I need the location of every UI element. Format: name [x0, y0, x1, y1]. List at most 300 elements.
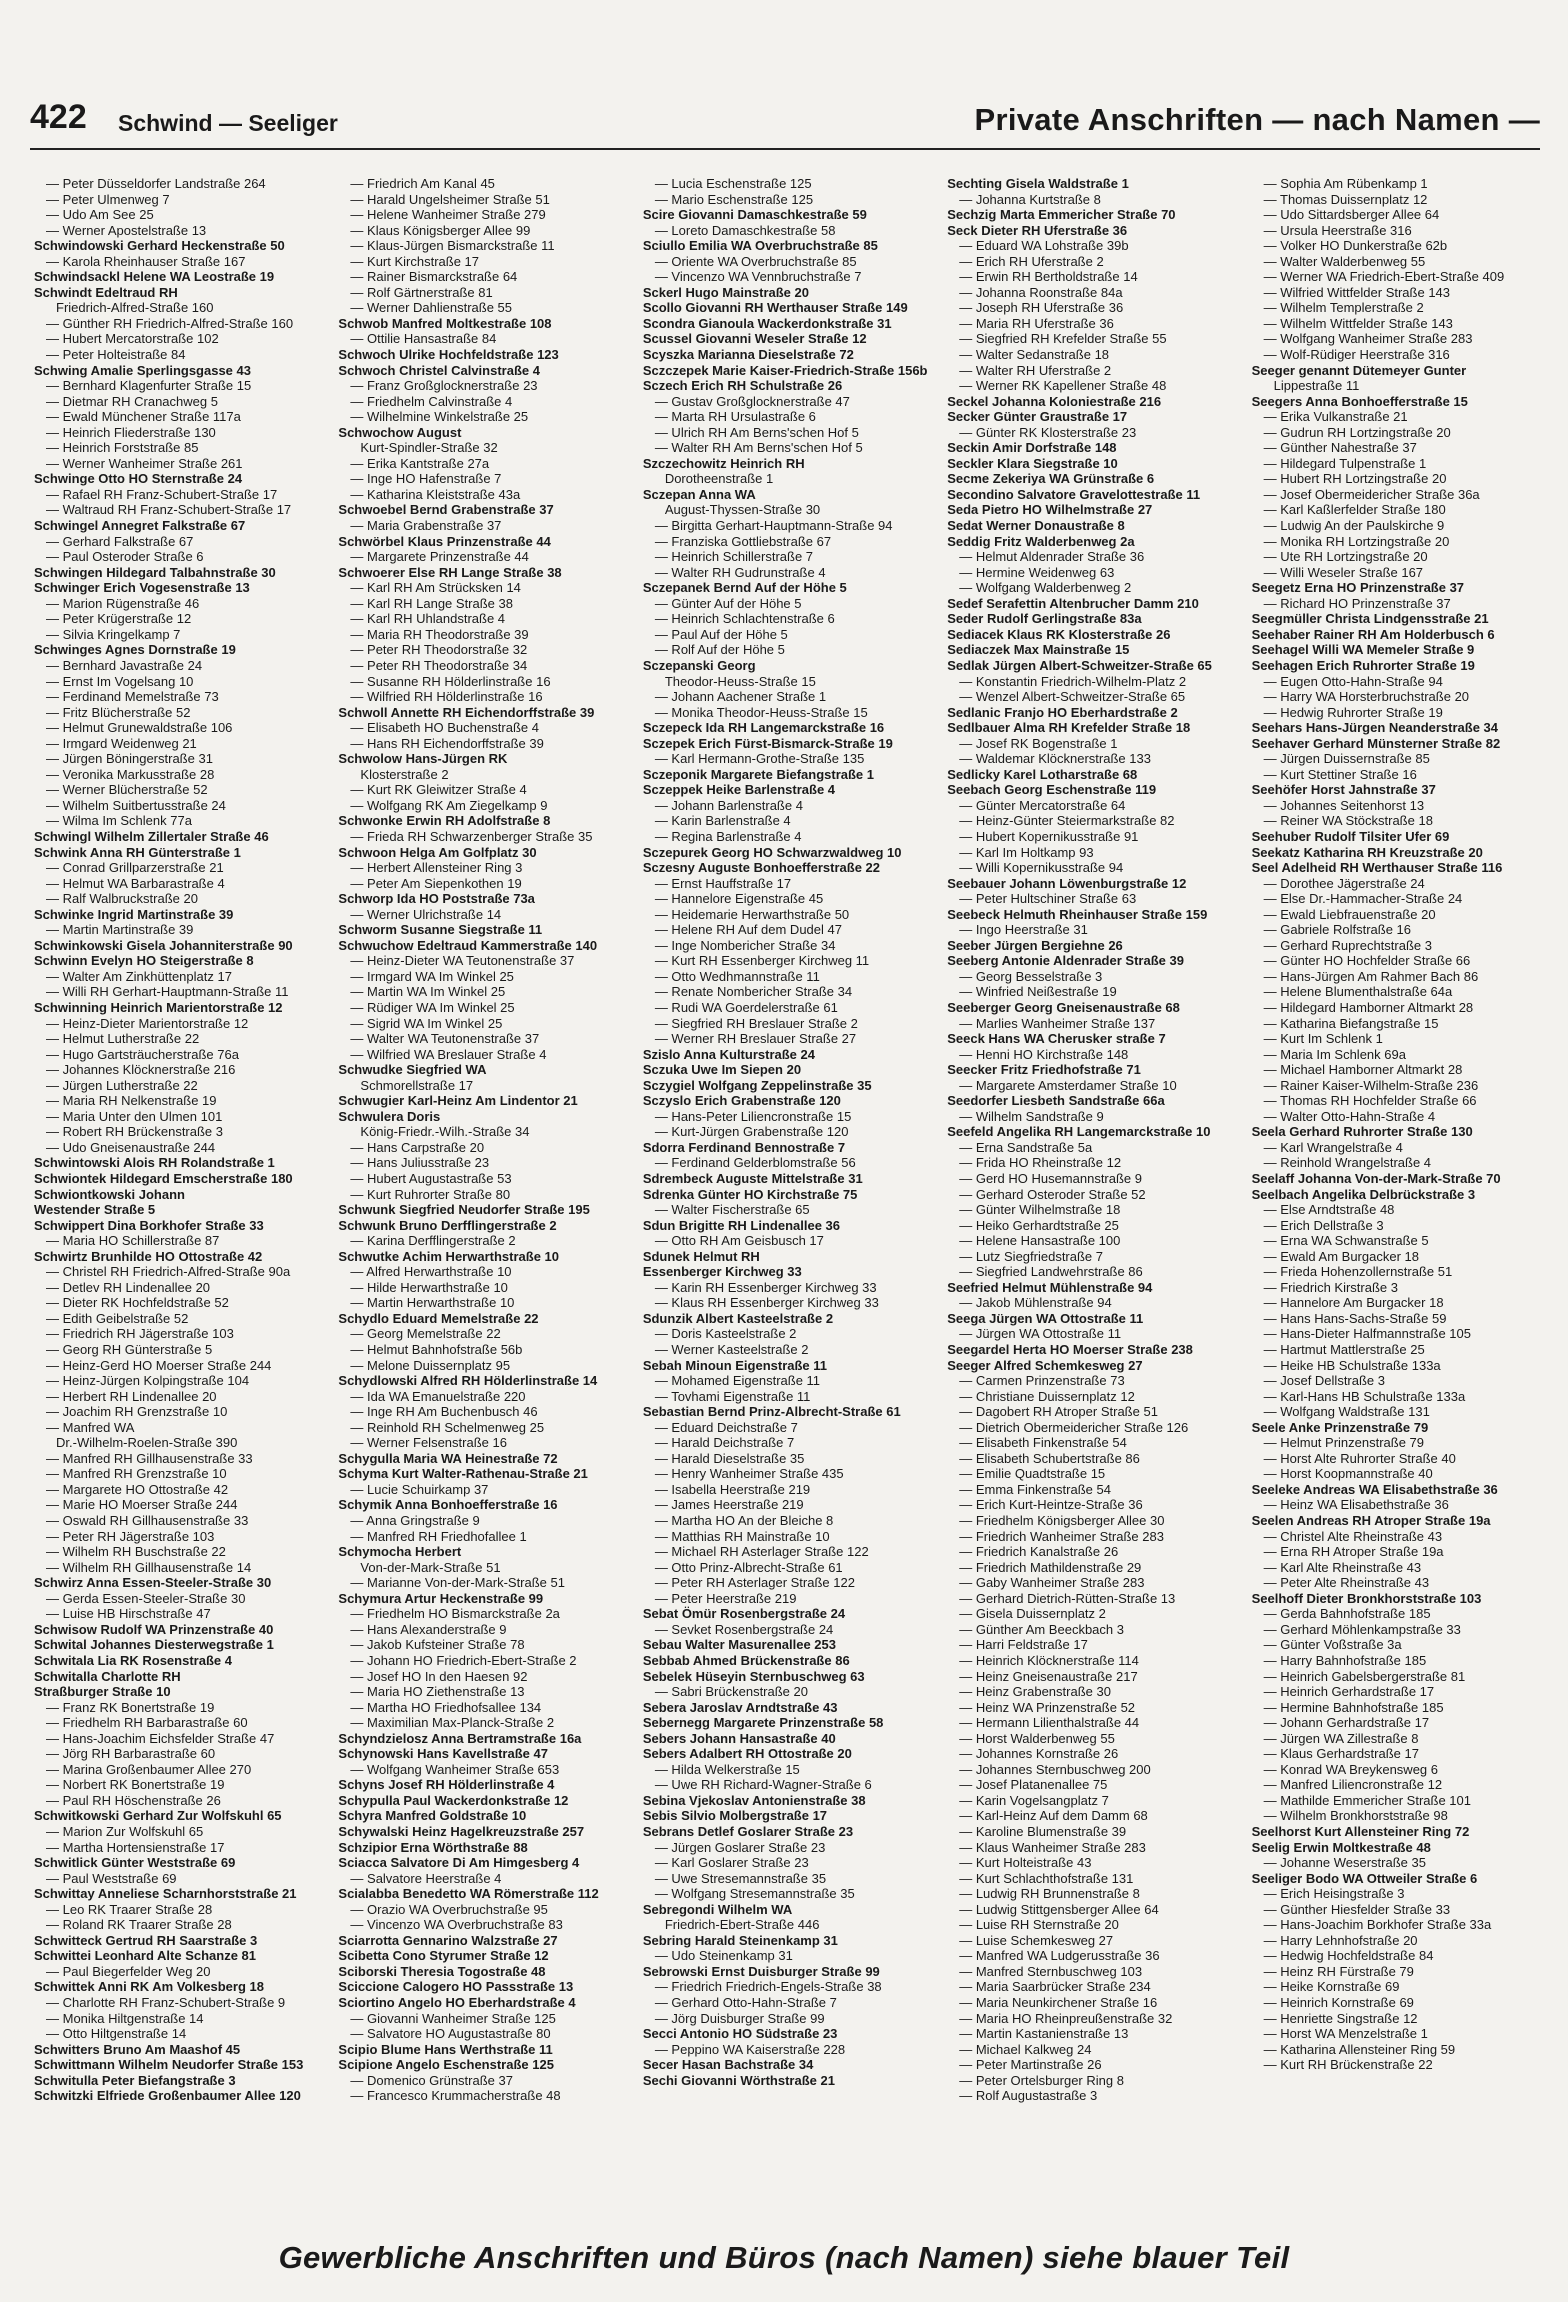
- directory-entry: — Kurt RK Gleiwitzer Straße 4: [350, 782, 527, 798]
- directory-entry: Schwippert Dina Borkhofer Straße 33: [34, 1217, 264, 1233]
- directory-entry: — Margarete HO Ottostraße 42: [46, 1481, 229, 1497]
- directory-entry: — Ute RH Lortzingstraße 20: [1263, 549, 1428, 565]
- directory-entry: — Marion Rügenstraße 46: [46, 595, 200, 611]
- directory-entry: — Hermine Bahnhofstraße 185: [1263, 1699, 1444, 1715]
- directory-entry: — Manfred WA Ludgerusstraße 36: [959, 1948, 1160, 1964]
- directory-entry: — Jürgen Duissernstraße 85: [1263, 751, 1430, 767]
- directory-entry: — Otto RH Am Geisbusch 17: [654, 1233, 824, 1249]
- directory-entry: Schwutke Achim Herwarthstraße 10: [338, 1248, 559, 1264]
- directory-entry: — Hedwig Ruhrorter Straße 19: [1263, 704, 1443, 720]
- directory-entry: — Johannes Sternbuschweg 200: [959, 1761, 1151, 1777]
- directory-entry: — Friedrich Mathildenstraße 29: [959, 1559, 1142, 1575]
- directory-entry: — Ludwig An der Paulskirche 9: [1263, 518, 1445, 534]
- directory-entry: — Otto Hiltgenstraße 14: [46, 2026, 187, 2042]
- directory-entry: Seel Adelheid RH Werthauser Straße 116: [1251, 860, 1503, 876]
- directory-entry: Schyns Josef RH Hölderlinstraße 4: [338, 1777, 555, 1793]
- directory-entry: — Ralf Walbruckstraße 20: [46, 891, 198, 907]
- directory-entry: — Richard HO Prinzenstraße 37: [1263, 595, 1451, 611]
- directory-entry: Secondino Salvatore Gravelottestraße 11: [947, 486, 1201, 502]
- directory-entry: — Hans Juliusstraße 23: [350, 1155, 490, 1171]
- directory-entry: — Ottilie Hansastraße 84: [350, 331, 497, 347]
- directory-entry: — Doris Kasteelstraße 2: [654, 1326, 797, 1342]
- directory-entry: — Manfred Sternbuschweg 103: [959, 1963, 1143, 1979]
- directory-entry: — Friedrich RH Jägerstraße 103: [46, 1326, 234, 1342]
- directory-entry: — Detlev RH Lindenallee 20: [46, 1279, 211, 1295]
- directory-entry: Seega Jürgen WA Ottostraße 11: [947, 1310, 1144, 1326]
- directory-entry: — Domenico Grünstraße 37: [350, 2072, 513, 2088]
- directory-entry: — Rolf Auf der Höhe 5: [654, 642, 785, 658]
- footer-note: Gewerbliche Anschriften und Büros (nach Namen) siehe blauer Teil: [278, 2240, 1290, 2275]
- directory-entry: Sczygiel Wolfgang Zeppelinstraße 35: [642, 1077, 872, 1093]
- directory-entry: — Klaus RH Essenberger Kirchweg 33: [654, 1295, 879, 1311]
- directory-entry: — Kurt Kirchstraße 17: [350, 253, 480, 269]
- directory-entry: — Wilma Im Schlenk 77a: [46, 813, 192, 829]
- directory-entry: — Walter Otto-Hahn-Straße 4: [1263, 1108, 1436, 1124]
- directory-entry: — Friedrich Kirstraße 3: [1263, 1279, 1398, 1295]
- directory-entry: Schwinkowski Gisela Johanniterstraße 90: [34, 937, 293, 953]
- directory-entry: — Maria HO Ziethenstraße 13: [350, 1684, 525, 1700]
- directory-entry: — Gerhard Ruprechtstraße 3: [1263, 937, 1432, 953]
- directory-entry: — Gerda Bahnhofstraße 185: [1263, 1606, 1431, 1622]
- directory-entry: Sciborski Theresia Togostraße 48: [338, 1963, 546, 1979]
- directory-entry: — Uwe Stresemannstraße 35: [654, 1870, 827, 1886]
- directory-entry: Schwirtz Brunhilde HO Ottostraße 42: [34, 1248, 263, 1264]
- directory-entry: — Günther Hiesfelder Straße 33: [1263, 1901, 1451, 1917]
- directory-entry: Schwoon Helga Am Golfplatz 30: [338, 844, 537, 860]
- directory-entry: — Marion Zur Wolfskuhl 65: [46, 1823, 204, 1839]
- directory-entry: Sedlbauer Alma RH Krefelder Straße 18: [947, 720, 1191, 736]
- directory-entry: Scyszka Marianna Dieselstraße 72: [642, 347, 854, 363]
- directory-entry: — Lucie Schuirkamp 37: [350, 1481, 489, 1497]
- directory-entry: Seegmüller Christa Lindgensstraße 21: [1251, 611, 1489, 627]
- directory-entry: — Günter HO Hochfelder Straße 66: [1263, 953, 1471, 969]
- directory-entry: — Paul Auf der Höhe 5: [654, 626, 788, 642]
- directory-entry: — Helmut Prinzenstraße 79: [1263, 1435, 1425, 1451]
- directory-entry: — Werner Blücherstraße 52: [46, 782, 208, 798]
- directory-entry: — Kurt Im Schlenk 1: [1263, 1031, 1383, 1047]
- directory-entry: Sczepanski Georg: [642, 657, 756, 673]
- directory-entry: Sczesny Auguste Bonhoefferstraße 22: [642, 860, 881, 876]
- directory-entry: — Jürgen WA Ottostraße 11: [959, 1326, 1122, 1342]
- directory-entry: — Peter RH Asterlager Straße 122: [654, 1575, 855, 1591]
- directory-entry: — Wilfried RH Hölderlinstraße 16: [350, 689, 543, 705]
- directory-entry: Klosterstraße 2: [360, 766, 449, 782]
- directory-entry: — Lucia Eschenstraße 125: [654, 176, 812, 191]
- directory-entry: — Walter Fischerstraße 65: [654, 1202, 810, 1218]
- directory-entry: — Paul Weststraße 69: [46, 1870, 177, 1886]
- directory-entry: — Maria Saarbrücker Straße 234: [959, 1979, 1151, 1995]
- directory-entry: — Klaus Gerhardstraße 17: [1263, 1746, 1419, 1762]
- directory-entry: — Ferdinand Gelderblomstraße 56: [654, 1155, 856, 1171]
- directory-entry: Schwinke Ingrid Martinstraße 39: [34, 906, 234, 922]
- directory-entry: Sebernegg Margarete Prinzenstraße 58: [642, 1715, 884, 1731]
- directory-entry: Schwulera Doris: [338, 1108, 441, 1124]
- directory-entry: — Werner Kasteelstraße 2: [654, 1342, 809, 1358]
- directory-entry: — Gerhard Falkstraße 67: [46, 533, 194, 549]
- directory-entry: — Peter Am Siepenkothen 19: [350, 875, 522, 891]
- directory-entry: Sediacek Klaus RK Klosterstraße 26: [947, 626, 1171, 642]
- directory-entry: — Inge HO Hafenstraße 7: [350, 471, 502, 487]
- directory-entry: — Hans-Joachim Eichsfelder Straße 47: [46, 1730, 275, 1746]
- directory-entry: Sczeppek Heike Barlenstraße 4: [642, 782, 836, 798]
- directory-entry: — Helene Blumenthalstraße 64a: [1263, 984, 1453, 1000]
- directory-entry: Kurt-Spindler-Straße 32: [360, 440, 498, 456]
- directory-entry: — Karl-Hans HB Schulstraße 133a: [1263, 1388, 1466, 1404]
- directory-entry: — Gaby Wanheimer Straße 283: [959, 1575, 1145, 1591]
- directory-entry: — Martin Martinstraße 39: [46, 922, 194, 938]
- directory-entry: — Maria HO Schillerstraße 87: [46, 1233, 220, 1249]
- directory-entry: Theodor-Heuss-Straße 15: [664, 673, 816, 689]
- directory-entry: — Mohamed Eigenstraße 11: [654, 1373, 821, 1389]
- directory-entry: — Klaus Wanheimer Straße 283: [959, 1839, 1146, 1855]
- directory-entry: — Franziska Gottliebstraße 67: [654, 533, 832, 549]
- directory-entry: — Else Dr.-Hammacher-Straße 24: [1263, 891, 1463, 907]
- directory-entry: — Erika Vulkanstraße 21: [1263, 409, 1408, 425]
- directory-entry: — Peter RH Theodorstraße 34: [350, 657, 528, 673]
- directory-entry: — Hilda Welkerstraße 15: [654, 1761, 800, 1777]
- directory-entry: Schwingen Hildegard Talbahnstraße 30: [34, 564, 276, 580]
- directory-entry: — Karl RH Lange Straße 38: [350, 595, 513, 611]
- directory-entry: — Walter WA Teutonenstraße 37: [350, 1031, 540, 1047]
- directory-entry: Schwink Anna RH Günterstraße 1: [34, 844, 241, 860]
- directory-entry: — Loreto Damaschkestraße 58: [654, 222, 836, 238]
- directory-entry: Straßburger Straße 10: [34, 1684, 171, 1700]
- directory-entry: — Conrad Grillparzerstraße 21: [46, 860, 224, 876]
- directory-entry: Dorotheenstraße 1: [664, 471, 774, 487]
- directory-entry: — Wilhelm RH Buschstraße 22: [46, 1544, 226, 1560]
- directory-entry: — Martha HO Friedhofsallee 134: [350, 1699, 542, 1715]
- directory-entry: — Waldemar Klöcknerstraße 133: [959, 751, 1151, 767]
- directory-entry: Seeck Hans WA Cherusker straße 7: [947, 1031, 1166, 1047]
- directory-entry: Seelbach Angelika Delbrückstraße 3: [1251, 1186, 1476, 1202]
- directory-entry: — Manfred RH Gillhausenstraße 33: [46, 1450, 253, 1466]
- directory-entry: Scondra Gianoula Wackerdonkstraße 31: [642, 315, 892, 331]
- directory-entry: — Peter Martinstraße 26: [959, 2057, 1102, 2073]
- directory-entry: Seckin Amir Dorfstraße 148: [947, 440, 1117, 456]
- directory-entry: Schwoerer Else RH Lange Straße 38: [338, 564, 562, 580]
- directory-entry: — Thomas RH Hochfelder Straße 66: [1263, 1093, 1477, 1109]
- directory-entry: — Jakob Mühlenstraße 94: [959, 1295, 1112, 1311]
- directory-entry: Sciarrotta Gennarino Walzstraße 27: [338, 1932, 558, 1948]
- directory-entry: — Erwin RH Bertholdstraße 14: [959, 269, 1138, 285]
- directory-entry: Seehagen Erich Ruhrorter Straße 19: [1251, 657, 1475, 673]
- directory-entry: — Karl Im Holtkamp 93: [959, 844, 1094, 860]
- directory-columns: [32, 176, 1546, 2166]
- directory-entry: Sczyslo Erich Grabenstraße 120: [642, 1093, 841, 1109]
- directory-entry: Sczepek Erich Fürst-Bismarck-Straße 19: [642, 735, 893, 751]
- directory-entry: — Maria Neunkirchener Straße 16: [959, 1994, 1158, 2010]
- directory-entry: Schwolow Hans-Jürgen RK: [338, 751, 508, 767]
- directory-entry: Secme Zekeriya WA Grünstraße 6: [947, 471, 1155, 487]
- directory-entry: — Udo Gneisenaustraße 244: [46, 1139, 216, 1155]
- directory-entry: Schwinn Evelyn HO Steigerstraße 8: [34, 953, 254, 969]
- directory-entry: — Werner WA Friedrich-Ebert-Straße 409: [1263, 269, 1505, 285]
- directory-entry: Seckel Johanna Koloniestraße 216: [947, 393, 1162, 409]
- directory-entry: — Ewald Liebfrauenstraße 20: [1263, 906, 1436, 922]
- directory-entry: — Gudrun RH Lortzingstraße 20: [1263, 424, 1451, 440]
- directory-entry: — Hans Hans-Sachs-Straße 59: [1263, 1310, 1447, 1326]
- directory-entry: Seele Anke Prinzenstraße 79: [1251, 1419, 1429, 1435]
- directory-entry: Seebach Georg Eschenstraße 119: [947, 782, 1157, 798]
- directory-entry: — Friedhelm Calvinstraße 4: [350, 393, 513, 409]
- directory-entry: — Karl Goslarer Straße 23: [654, 1855, 809, 1871]
- directory-entry: — Hugo Gartsträucherstraße 76a: [46, 1046, 239, 1062]
- directory-entry: — Karola Rheinhauser Straße 167: [46, 253, 246, 269]
- directory-entry: — Isabella Heerstraße 219: [654, 1481, 811, 1497]
- directory-entry: — Heinz Grabenstraße 30: [959, 1684, 1111, 1700]
- directory-entry: Sedef Serafettin Altenbrucher Damm 210: [947, 595, 1199, 611]
- directory-entry: — Karl-Heinz Auf dem Damm 68: [959, 1808, 1148, 1824]
- directory-entry: Schworp Ida HO Poststraße 73a: [338, 891, 535, 907]
- directory-entry: — Maria RH Theodorstraße 39: [350, 626, 529, 642]
- directory-entry: — Waltraud RH Franz-Schubert-Straße 17: [46, 502, 292, 518]
- directory-entry: — Wenzel Albert-Schweitzer-Straße 65: [959, 689, 1186, 705]
- directory-entry: Schworm Susanne Siegstraße 11: [338, 922, 543, 938]
- directory-entry: — Veronika Markusstraße 28: [46, 766, 215, 782]
- directory-entry: Lippestraße 11: [1273, 378, 1360, 394]
- directory-entry: — Gisela Duissernplatz 2: [959, 1606, 1106, 1622]
- directory-entry: — Günther RH Friedrich-Alfred-Straße 160: [46, 315, 294, 331]
- directory-entry: — Johann HO Friedrich-Ebert-Straße 2: [350, 1652, 577, 1668]
- directory-entry: Schwitulla Peter Biefangstraße 3: [34, 2072, 236, 2088]
- directory-entry: — Heinz-Jürgen Kolpingstraße 104: [46, 1373, 250, 1389]
- directory-entry: — Heinz-Günter Steiermarkstraße 82: [959, 813, 1175, 829]
- directory-entry: — Eduard Deichstraße 7: [654, 1419, 798, 1435]
- directory-entry: — Frieda RH Schwarzenberger Straße 35: [350, 828, 593, 844]
- directory-entry: — Ernst Hauffstraße 17: [654, 875, 792, 891]
- directory-entry: — Rafael RH Franz-Schubert-Straße 17: [46, 486, 278, 502]
- directory-entry: — Günter Mercatorstraße 64: [959, 797, 1126, 813]
- directory-entry: — Matthias RH Mainstraße 10: [654, 1528, 830, 1544]
- directory-entry: Seeger genannt Dütemeyer Gunter: [1251, 362, 1467, 378]
- directory-entry: — Birgitta Gerhart-Hauptmann-Straße 94: [654, 518, 893, 534]
- directory-entry: — Maria HO Rheinpreußenstraße 32: [959, 2010, 1173, 2026]
- directory-entry: — Irmgard WA Im Winkel 25: [350, 968, 514, 984]
- directory-entry: Sebis Silvio Molbergstraße 17: [642, 1808, 828, 1824]
- directory-entry: — Martin Kastanienstraße 13: [959, 2026, 1129, 2042]
- directory-entry: — Marta RH Ursulastraße 6: [654, 409, 816, 425]
- directory-entry: — Heike Kornstraße 69: [1263, 1979, 1400, 1995]
- directory-entry: — Kurt RH Brückenstraße 22: [1263, 2057, 1433, 2073]
- directory-entry: Schwinges Agnes Dornstraße 19: [34, 642, 236, 658]
- directory-entry: — Georg RH Günterstraße 5: [46, 1342, 213, 1358]
- directory-entry: — Hannelore Am Burgacker 18: [1263, 1295, 1444, 1311]
- directory-entry: Dr.-Wilhelm-Roelen-Straße 390: [56, 1435, 238, 1451]
- directory-entry: Schwugier Karl-Heinz Am Lindentor 21: [338, 1093, 578, 1109]
- directory-entry: — Thomas Duissernplatz 12: [1263, 191, 1428, 207]
- directory-entry: — Peter RH Theodorstraße 32: [350, 642, 528, 658]
- directory-entry: — Roland RK Traarer Straße 28: [46, 1917, 232, 1933]
- directory-entry: — James Heerstraße 219: [654, 1497, 804, 1513]
- directory-column-4: [945, 176, 1241, 2166]
- directory-entry: Sebelek Hüseyin Sternbuschweg 63: [642, 1668, 865, 1684]
- directory-entry: — Frieda Hohenzollernstraße 51: [1263, 1264, 1453, 1280]
- directory-entry: — Ida WA Emanuelstraße 220: [350, 1388, 526, 1404]
- directory-entry: — Hannelore Eigenstraße 45: [654, 891, 824, 907]
- directory-entry: — Eduard WA Lohstraße 39b: [959, 238, 1129, 254]
- directory-entry: — Hans Alexanderstraße 9: [350, 1621, 507, 1637]
- directory-entry: — Wilhelm Sandstraße 9: [959, 1108, 1104, 1124]
- directory-entry: — Hans-Joachim Borkhofer Straße 33a: [1263, 1917, 1492, 1933]
- directory-entry: Seela Gerhard Ruhrorter Straße 130: [1251, 1124, 1473, 1140]
- directory-entry: — Anna Gringstraße 9: [350, 1513, 480, 1529]
- directory-entry: — Siegfried Landwehrstraße 86: [959, 1264, 1143, 1280]
- directory-entry: — Michael Hamborner Altmarkt 28: [1263, 1062, 1463, 1078]
- directory-entry: — Friedhelm RH Barbarastraße 60: [46, 1715, 248, 1731]
- directory-entry: — Martha Hortensienstraße 17: [46, 1839, 225, 1855]
- directory-entry: Seckler Klara Siegstraße 10: [947, 455, 1118, 471]
- directory-entry: — Francesco Krummacherstraße 48: [350, 2088, 561, 2104]
- directory-entry: — Emilie Quadtstraße 15: [959, 1466, 1106, 1482]
- directory-entry: — Heinrich Fliederstraße 130: [46, 424, 216, 440]
- directory-entry: — Karl Alte Rheinstraße 43: [1263, 1559, 1422, 1575]
- directory-entry: Seegers Anna Bonhoefferstraße 15: [1251, 393, 1468, 409]
- directory-entry: — Wilhelm Bronkhorststraße 98: [1263, 1808, 1448, 1824]
- directory-entry: — Heinz WA Elisabethstraße 36: [1263, 1497, 1449, 1513]
- directory-entry: Sdrenka Günter HO Kirchstraße 75: [642, 1186, 858, 1202]
- directory-entry: — Kurt Stettiner Straße 16: [1263, 766, 1417, 782]
- directory-entry: — Vincenzo WA Vennbruchstraße 7: [654, 269, 862, 285]
- directory-entry: Friedrich-Ebert-Straße 446: [664, 1917, 820, 1933]
- directory-entry: Sdrembeck Auguste Mittelstraße 31: [642, 1171, 863, 1186]
- directory-entry: — Walter RH Uferstraße 2: [959, 362, 1112, 378]
- directory-entry: — Friedrich Friedrich-Engels-Straße 38: [654, 1979, 882, 1995]
- directory-entry: Schwitteck Gertrud RH Saarstraße 3: [34, 1932, 258, 1948]
- directory-entry: — Reinhold RH Schelmenweg 25: [350, 1419, 545, 1435]
- directory-entry: — Paul Biegerfelder Weg 20: [46, 1963, 211, 1979]
- directory-entry: — Orazio WA Overbruchstraße 95: [350, 1901, 548, 1917]
- directory-entry: Sebah Minoun Eigenstraße 11: [642, 1357, 828, 1373]
- directory-entry: Seder Rudolf Gerlingstraße 83a: [947, 611, 1142, 627]
- directory-entry: — Heinrich Gerhardstraße 17: [1263, 1684, 1435, 1700]
- directory-entry: — Peter Ortelsburger Ring 8: [959, 2072, 1124, 2088]
- directory-entry: — Joachim RH Grenzstraße 10: [46, 1404, 228, 1420]
- directory-entry: Scipio Blume Hans Werthstraße 11: [338, 2041, 553, 2057]
- directory-entry: — Peter Krügerstraße 12: [46, 611, 192, 627]
- directory-entry: — Günther Nahestraße 37: [1263, 440, 1417, 456]
- directory-entry: — Peter RH Jägerstraße 103: [46, 1528, 215, 1544]
- directory-entry: — Frida HO Rheinstraße 12: [959, 1155, 1122, 1171]
- directory-entry: — Wolfgang RK Am Ziegelkamp 9: [350, 797, 548, 813]
- directory-entry: — Inge RH Am Buchenbusch 46: [350, 1404, 538, 1420]
- directory-entry: Schwiontkowski Johann: [34, 1186, 185, 1202]
- directory-entry: — Wilhelm RH Gillhausenstraße 14: [46, 1559, 252, 1575]
- directory-entry: Sdun Brigitte RH Lindenallee 36: [642, 1217, 841, 1233]
- directory-entry: Sebau Walter Masurenallee 253: [642, 1637, 836, 1653]
- directory-entry: — Erich RH Uferstraße 2: [959, 253, 1104, 269]
- directory-entry: — Manfred WA: [46, 1419, 135, 1435]
- directory-entry: — Giovanni Wanheimer Straße 125: [350, 2010, 556, 2026]
- directory-entry: Sciccione Calogero HO Passstraße 13: [338, 1979, 574, 1995]
- directory-entry: — Heidemarie Herwarthstraße 50: [654, 906, 850, 922]
- directory-entry: Schwittei Leonhard Alte Schanze 81: [34, 1948, 257, 1964]
- directory-entry: — Hans-Dieter Halfmannstraße 105: [1263, 1326, 1471, 1342]
- directory-entry: — Harry Bahnhofstraße 185: [1263, 1652, 1427, 1668]
- directory-entry: — Hans-Jürgen Am Rahmer Bach 86: [1263, 968, 1479, 984]
- directory-entry: — Margarete Prinzenstraße 44: [350, 549, 529, 565]
- directory-entry: Secer Hasan Bachstraße 34: [642, 2057, 814, 2073]
- directory-entry: — Walter Am Zinkhüttenplatz 17: [46, 968, 232, 984]
- directory-entry: Seefried Helmut Mühlenstraße 94: [947, 1279, 1153, 1295]
- directory-entry: — Edith Geibelstraße 52: [46, 1310, 189, 1326]
- directory-entry: Schyma Kurt Walter-Rathenau-Straße 21: [338, 1466, 588, 1482]
- directory-entry: — Dieter RK Hochfeldstraße 52: [46, 1295, 229, 1311]
- directory-entry: — Heinrich Klöcknerstraße 114: [959, 1652, 1139, 1668]
- directory-entry: — Bernhard Javastraße 24: [46, 657, 203, 673]
- directory-entry: — Johann Gerhardstraße 17: [1263, 1715, 1430, 1731]
- directory-entry: — Kurt Schlachthofstraße 131: [959, 1870, 1134, 1886]
- directory-entry: Sedlanic Franjo HO Eberhardstraße 2: [947, 704, 1178, 720]
- directory-entry: — Elisabeth Finkenstraße 54: [959, 1435, 1127, 1451]
- directory-entry: — Heinrich Forststraße 85: [46, 440, 199, 456]
- directory-entry: Seelhorst Kurt Allensteiner Ring 72: [1251, 1823, 1470, 1839]
- directory-entry: — Willi Kopernikusstraße 94: [959, 860, 1124, 876]
- directory-entry: — Karl Kaßlerfelder Straße 180: [1263, 502, 1446, 518]
- directory-entry: — Horst Walderbenweg 55: [959, 1730, 1115, 1746]
- directory-entry: — Paul RH Höschenstraße 26: [46, 1792, 221, 1808]
- directory-entry: Schypulla Paul Wackerdonkstraße 12: [338, 1792, 569, 1808]
- directory-entry: — Heike HB Schulstraße 133a: [1263, 1357, 1441, 1373]
- directory-entry: — Udo Steinenkamp 31: [654, 1948, 793, 1964]
- directory-entry: — Sabri Brückenstraße 20: [654, 1684, 808, 1700]
- directory-entry: — Winfried Neißestraße 19: [959, 984, 1117, 1000]
- directory-entry: Schywalski Heinz Hagelkreuzstraße 257: [338, 1823, 585, 1839]
- directory-entry: — Peter Ulmenweg 7: [46, 191, 170, 207]
- directory-entry: — Erna Sandstraße 5a: [959, 1139, 1093, 1155]
- directory-entry: Schymik Anna Bonhoefferstraße 16: [338, 1497, 558, 1513]
- directory-entry: — Kurt Holteistraße 43: [959, 1855, 1092, 1871]
- directory-entry: Sebera Jaroslav Arndtstraße 43: [642, 1699, 838, 1715]
- directory-entry: Schwindt Edeltraud RH: [34, 284, 178, 300]
- directory-entry: — Erika Kantstraße 27a: [350, 455, 490, 471]
- directory-entry: — Peter Alte Rheinstraße 43: [1263, 1575, 1430, 1591]
- directory-entry: Seekatz Katharina RH Kreuzstraße 20: [1251, 844, 1483, 860]
- directory-entry: — Helene Wanheimer Straße 279: [350, 207, 546, 223]
- directory-entry: — Michael RH Asterlager Straße 122: [654, 1544, 869, 1560]
- directory-entry: — Heiko Gerhardtstraße 25: [959, 1217, 1119, 1233]
- directory-entry: Schwing Amalie Sperlingsgasse 43: [34, 362, 251, 378]
- directory-entry: Schwitzki Elfriede Großenbaumer Allee 120: [34, 2088, 301, 2104]
- directory-entry: — Friedrich Wanheimer Straße 283: [959, 1528, 1164, 1544]
- directory-entry: — Martin WA Im Winkel 25: [350, 984, 506, 1000]
- directory-entry: — Mario Eschenstraße 125: [654, 191, 814, 207]
- directory-entry: — Mathilde Emmericher Straße 101: [1263, 1792, 1471, 1808]
- directory-entry: Seelig Erwin Moltkestraße 48: [1251, 1839, 1431, 1855]
- directory-entry: Sczech Erich RH Schulstraße 26: [642, 378, 843, 394]
- directory-entry: — Wilfried Wittfelder Straße 143: [1263, 284, 1451, 300]
- directory-entry: Schwitalla Charlotte RH: [34, 1668, 181, 1684]
- directory-entry: — Ferdinand Memelstraße 73: [46, 689, 219, 705]
- directory-entry: — Josef HO In den Haesen 92: [350, 1668, 528, 1684]
- directory-entry: — Harald Dieselstraße 35: [654, 1450, 805, 1466]
- directory-entry: — Helmut Aldenrader Straße 36: [959, 549, 1145, 565]
- directory-entry: — Jürgen WA Zillestraße 8: [1263, 1730, 1419, 1746]
- directory-entry: — Friedrich Am Kanal 45: [350, 176, 495, 191]
- directory-entry: Sebastian Bernd Prinz-Albrecht-Straße 61: [642, 1404, 901, 1420]
- directory-entry: Schwirz Anna Essen-Steeler-Straße 30: [34, 1575, 272, 1591]
- page-header: [30, 96, 1540, 150]
- directory-entry: Schwoch Ulrike Hochfeldstraße 123: [338, 347, 559, 363]
- directory-entry: Scollo Giovanni RH Werthauser Straße 149: [642, 300, 908, 316]
- directory-entry: Seda Pietro HO Wilhelmstraße 27: [947, 502, 1153, 518]
- directory-entry: — Gabriele Rolfstraße 16: [1263, 922, 1412, 938]
- directory-entry: — Wilfried WA Breslauer Straße 4: [350, 1046, 547, 1062]
- directory-entry: Schwinning Heinrich Marientorstraße 12: [34, 999, 283, 1015]
- directory-entry: — Volker HO Dunkerstraße 62b: [1263, 238, 1448, 254]
- directory-entry: — Rainer Kaiser-Wilhelm-Straße 236: [1263, 1077, 1479, 1093]
- directory-entry: Schwittmann Wilhelm Neudorfer Straße 153: [34, 2057, 304, 2073]
- directory-entry: — Georg Memelstraße 22: [350, 1326, 501, 1342]
